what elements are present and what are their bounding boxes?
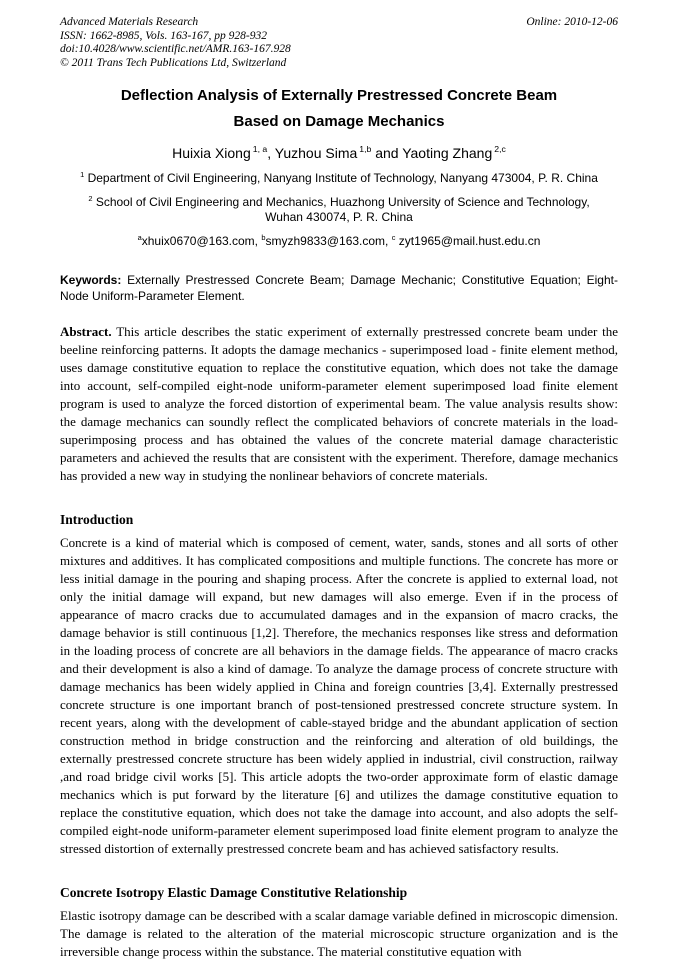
affiliation-1 bbox=[60, 171, 618, 186]
author-line bbox=[60, 144, 618, 162]
email-mark: a bbox=[137, 233, 142, 242]
author-name: Yuzhou Sima bbox=[274, 145, 358, 161]
abstract-text: This article describes the static experiment of externally prestressed concrete beam under the beeline reinforcing patterns. It adopts the damage mechanics - superimposed load - finite element method, uses damage constitutive equation to replace the constitutive equation, which does not take the damage into account, self-compiled eight-node uniform-parameter element superimposed load finite element program is used to analyze the forced distortion of experimental beam. The value analysis results show: the damage mechanics can soundly reflect the complicated behaviors of concrete materials in the load-superimposing process and has obtained the values of the concrete material damage characteristic parameters and achieved the results that are consistent with the experiment. Therefore, damage mechanics has provided a new way in studying the nonlinear behaviors of concrete materials. bbox=[60, 324, 619, 483]
section-body-introduction: Concrete is a kind of material which is composed of cement, water, sands, stones and all sorts of other mixtures and additives. It has complicated compositions and multiple functions. The concrete has more or less initial damage in the pouring and shaping process. After the concrete is applied to external load, not only the initial damage will expand, but new damages will also emerge. Even if in the process of appearance of macro cracks due to accumulated damages and in the expansion of macro cracks, the damage behavior is still continuous [1,2]. Therefore, the mechanics responses like stress and deformation in the loading process of concrete are all behaviors in the damage fields. The appearance of macro cracks and their development is also a kind of damage. To analyze the damage process of concrete structure with damage mechanics has been widely applied in China and foreign countries [3,4]. Externally prestressed concrete structure is one important branch of post-tensioned prestressed concrete structure system. In recent years, along with the development of cable-stayed bridge and the abundant application of section construction method in bridge construction and the reinforcing and alteration of old buildings, the externally prestressed concrete structure has been widely applied in industrial, civil construction, railway ,and road bridge civil works [5]. This article adopts the two-order approximate form of elastic damage mechanics which is put forward by the literature [6] and utilizes the damage constitutive equation to replace the constitutive equation, which does not take the damage into account, and also adopts the self-compiled eight-node uniform-parameter element superimposed load finite element program to analyze the stressed distortion of externally prestressed concrete beam and has achieved satisfactory results. bbox=[60, 535, 618, 856]
keywords-text: Externally Prestressed Concrete Beam; Damage Mechanic; Constitutive Equation; Eight-Node Uniform-Parameter Element. bbox=[60, 273, 618, 303]
email-mark: b bbox=[261, 233, 266, 242]
keywords-label: Keywords: bbox=[60, 273, 122, 287]
affiliation-text: Department of Civil Engineering, Nanyang Institute of Technology, Nanyang 473004, P. R. China bbox=[87, 171, 598, 185]
affiliation-number: 1 bbox=[80, 170, 85, 179]
author-affiliation-marks: 1,b bbox=[359, 144, 372, 155]
copyright-line: © 2011 Trans Tech Publications Ltd, Switzerland bbox=[60, 56, 287, 69]
section-body-constitutive-relationship: Elastic isotropy damage can be described with a scalar damage variable defined in microscopic dimension. The damage is related to the alteration of the material microscopic structure organization and is the irreversible change process within the substance. The material constitutive equation with bbox=[60, 908, 618, 959]
affiliation-2 bbox=[60, 195, 618, 225]
journal-name: Advanced Materials Research bbox=[60, 16, 199, 28]
paper-title bbox=[60, 83, 618, 135]
affiliation-number: 2 bbox=[88, 194, 93, 203]
issn-line: ISSN: 1662-8985, Vols. 163-167, pp 928-932 bbox=[60, 29, 267, 42]
journal-header bbox=[60, 16, 618, 70]
section-heading-introduction: Introduction bbox=[60, 512, 134, 527]
section-heading-constitutive-relationship: Concrete Isotropy Elastic Damage Constitutive Relationship bbox=[60, 885, 408, 900]
abstract-paragraph bbox=[60, 323, 618, 485]
journal-header-left bbox=[60, 16, 291, 70]
author-separator: and bbox=[371, 145, 403, 161]
affiliation-text: School of Civil Engineering and Mechanics, Huazhong University of Science and Technology, bbox=[95, 195, 590, 209]
author-name: Yaoting Zhang bbox=[402, 145, 493, 161]
email-mark: c bbox=[391, 233, 396, 242]
author-affiliation-marks: 1, a bbox=[252, 144, 268, 155]
doi-line: doi:10.4028/www.scientific.net/AMR.163-167.928 bbox=[60, 43, 291, 55]
author-name: Huixia Xiong bbox=[172, 145, 251, 161]
email-address: xhuix0670@163.com, bbox=[141, 234, 262, 248]
email-address: smyzh9833@163.com, bbox=[265, 234, 392, 248]
keywords-paragraph bbox=[60, 272, 618, 304]
paper-title-line-1: Deflection Analysis of Externally Prestressed Concrete Beam bbox=[120, 87, 558, 104]
abstract-label: Abstract. bbox=[60, 324, 112, 339]
author-emails bbox=[60, 234, 618, 249]
email-address: zyt1965@mail.hust.edu.cn bbox=[395, 234, 541, 248]
paper-title-line-2: Based on Damage Mechanics bbox=[233, 113, 445, 130]
author-separator: , bbox=[267, 145, 275, 161]
affiliation-text-line-2: Wuhan 430074, P. R. China bbox=[265, 210, 413, 224]
online-date: Online: 2010-12-06 bbox=[526, 16, 618, 28]
author-affiliation-marks: 2,c bbox=[494, 144, 506, 155]
